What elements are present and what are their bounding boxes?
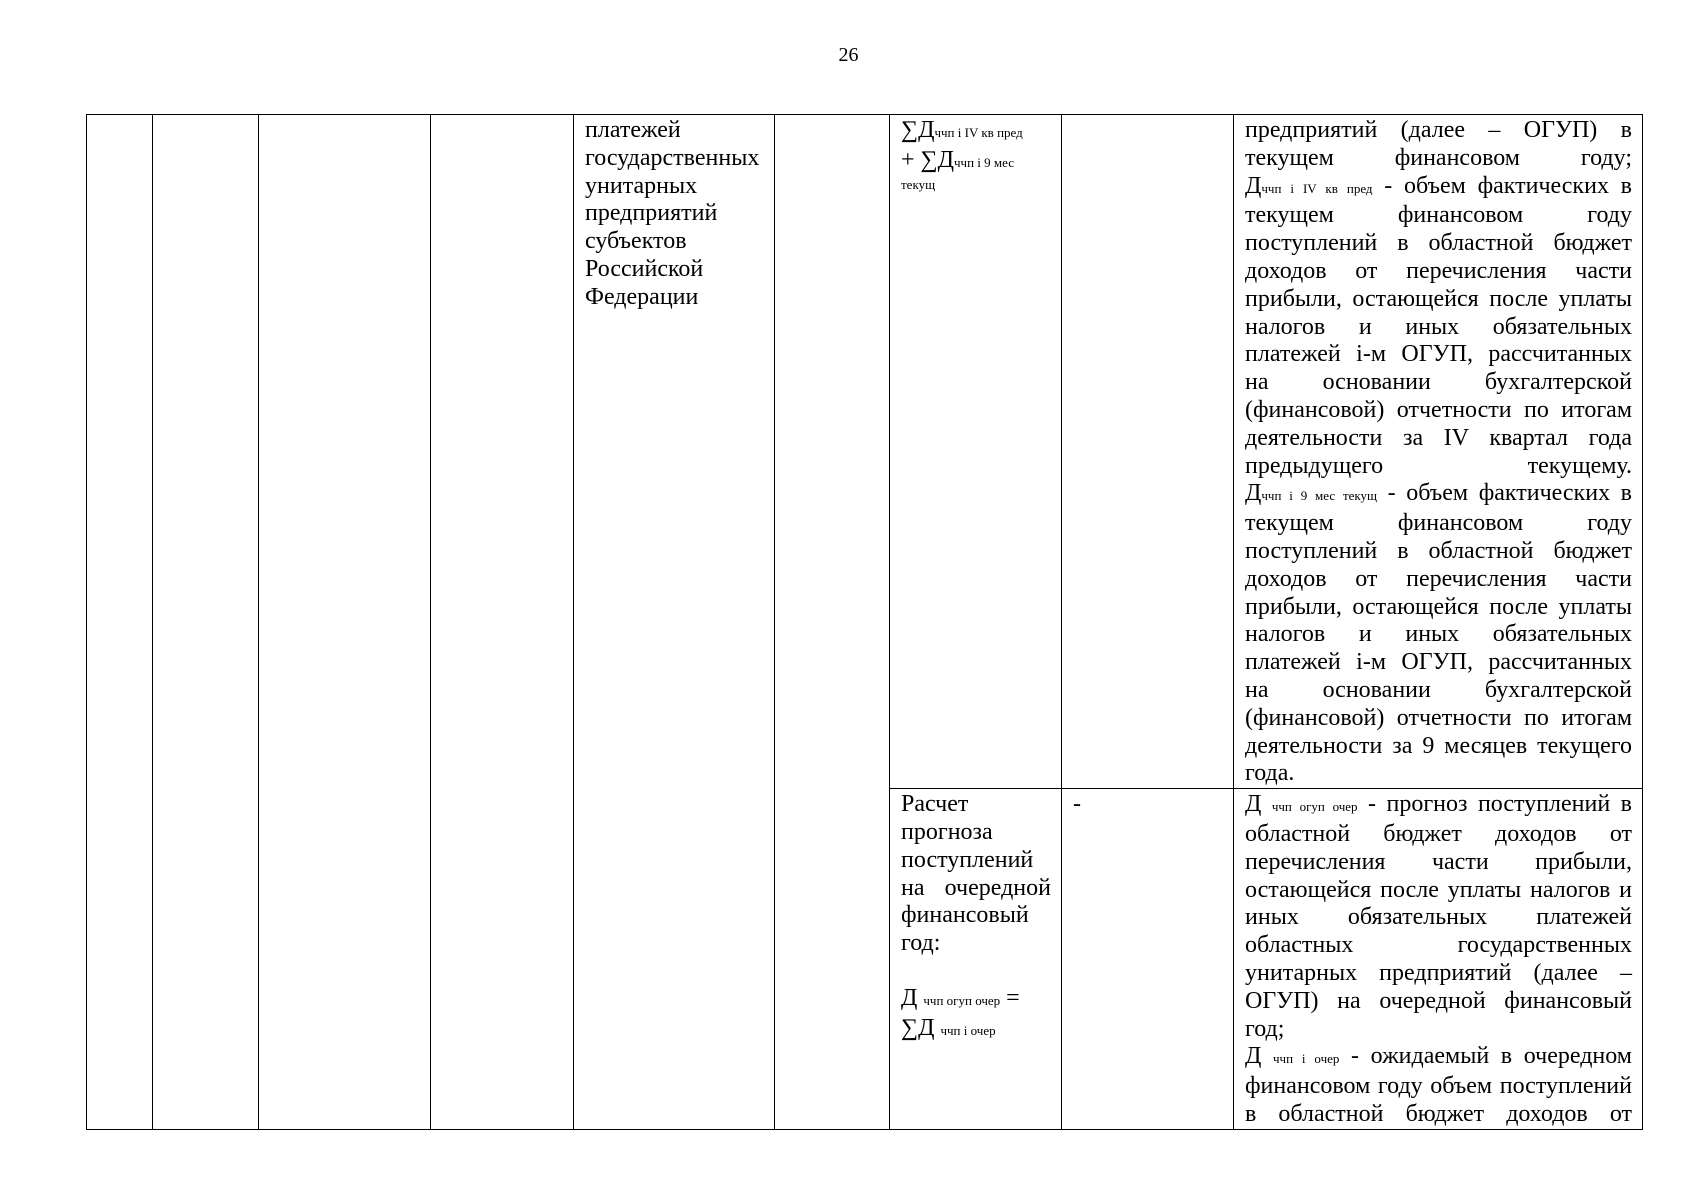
col-4-cell <box>431 115 574 1130</box>
description-paragraph <box>1245 173 1632 481</box>
description-cell <box>1234 115 1643 789</box>
var-definition: - объем фактических в текущем финансовом году поступлений в областной бюджет доходов от перечисления части прибыли, остающейся после уплаты налогов и иных обязательных платежей i-м ОГУП, рассчитанных на основании бухгалтерской (финансовой) отчетности по итогам деятельности за 9 месяцев текущего года. <box>1245 480 1632 787</box>
method-text: Расчет прогноза поступлений на очередной финансовый год: <box>901 791 1051 957</box>
description-paragraph <box>1245 1043 1632 1128</box>
formula-subscript: ччп i 9 мес <box>954 154 1015 170</box>
formula-subscript: ччп огуп очер <box>923 992 1001 1008</box>
var-definition: - объем фактических в текущем финансовом году поступлений в областной бюджет доходов от перечисления части прибыли, остающейся после уплаты налогов и иных обязательных платежей i-м ОГУП, рассчитанных на основании бухгалтерской (финансовой) отчетности по итогам деятельности за IV квартал года предыдущего текущему. <box>1245 172 1632 479</box>
dash-text: - <box>1073 791 1081 818</box>
formula-symbol: ∑Д <box>901 117 935 143</box>
description-intro: предприятий (далее – ОГУП) в текущем финансовом году; <box>1245 117 1632 171</box>
var-symbol: Д <box>1245 1043 1262 1070</box>
col-1-cell <box>87 115 153 1130</box>
var-definition: - прогноз поступлений в областной бюджет доходов от перечисления части прибыли, остающейся после уплаты налогов и иных обязательных платежей областных государственных унитарных предприятий (далее – ОГУП) на очередной финансовый год; <box>1245 791 1633 1042</box>
budget-methodology-table <box>86 114 1643 1130</box>
var-symbol: Д <box>1245 791 1262 818</box>
dash-cell <box>1062 789 1234 1130</box>
forecast-formula-lhs <box>901 985 1051 1015</box>
var-subscript: ччп i очер <box>1273 1051 1340 1067</box>
formula-symbol: + ∑Д <box>901 146 955 173</box>
description-paragraph <box>1245 480 1632 788</box>
col-8-cell <box>1062 115 1234 789</box>
var-subscript: ччп i IV кв пред <box>1261 180 1373 196</box>
indicator-name-cell <box>574 115 775 1130</box>
var-definition: - ожидаемый в очередном финансовом году объем поступлений в областной бюджет доходов от <box>1245 1043 1632 1127</box>
col-3-cell <box>259 115 431 1130</box>
formula-subscript: ччп i IV кв пред <box>934 125 1023 140</box>
col-6-cell <box>775 115 890 1130</box>
formula-subscript: ччп i очер <box>940 1022 996 1038</box>
var-subscript: ччп огуп очер <box>1271 799 1358 815</box>
formula-equals: = <box>1000 984 1020 1011</box>
description-paragraph <box>1245 791 1632 1043</box>
formula-line-1 <box>901 117 1051 147</box>
formula-symbol: Д <box>901 984 918 1011</box>
method-cell <box>890 789 1062 1130</box>
forecast-formula-rhs <box>901 1015 1051 1045</box>
formula-symbol: ∑Д <box>901 1014 935 1041</box>
formula-line-2 <box>901 147 1051 177</box>
col-2-cell <box>153 115 259 1130</box>
var-symbol: Д <box>1245 480 1262 507</box>
var-symbol: Д <box>1245 172 1262 199</box>
formula-cell <box>890 115 1062 789</box>
page-number: 26 <box>838 44 859 66</box>
formula-line-3: текущ <box>901 176 936 192</box>
indicator-name: платежей государственных унитарных предприятий субъектов Российской Федерации <box>585 117 760 310</box>
description-cell <box>1234 789 1643 1130</box>
table-row <box>87 115 1643 789</box>
var-subscript: ччп i 9 мес текущ <box>1261 488 1378 504</box>
